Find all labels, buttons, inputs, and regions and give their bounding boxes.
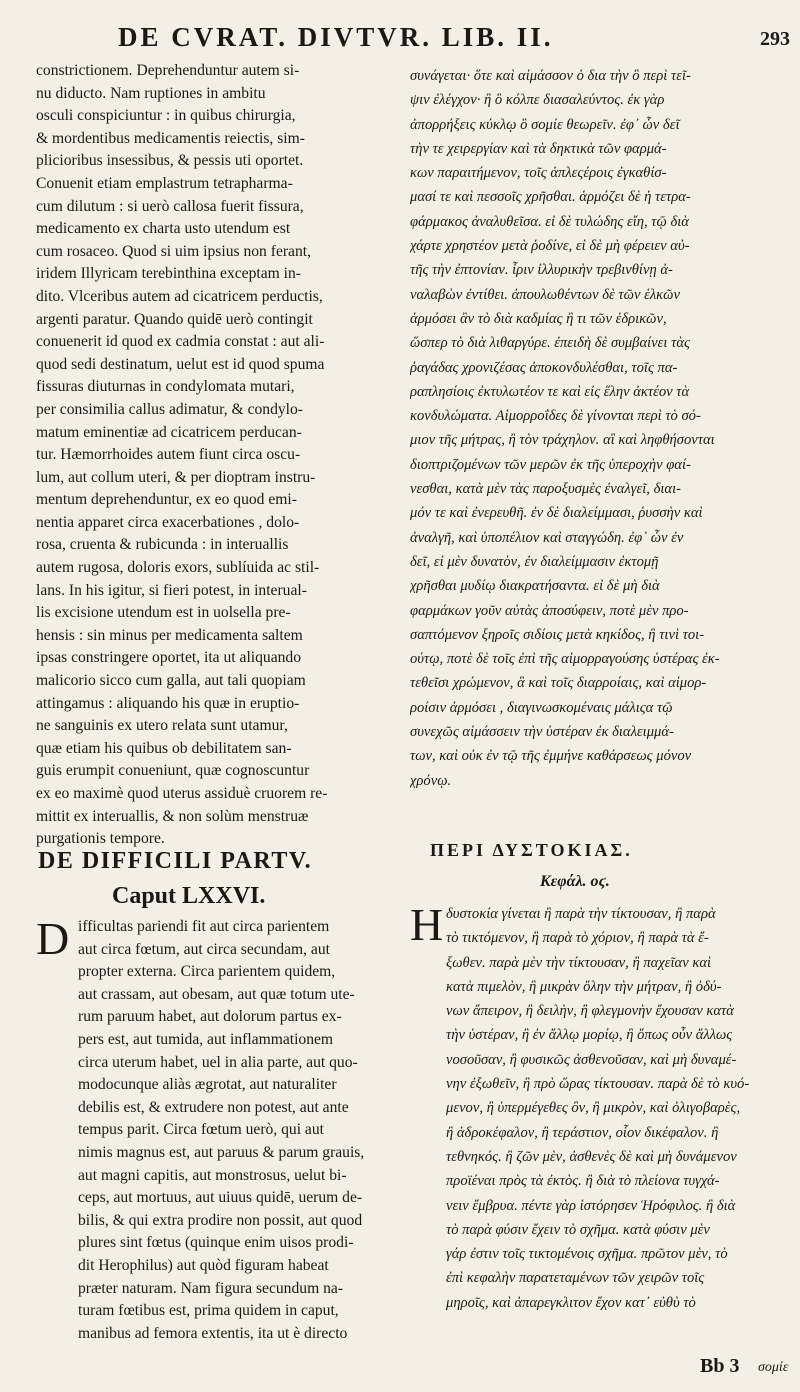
latin-text-line: per consimilia callus adimatur, & condylo- [36, 400, 303, 418]
greek-text-line: μενον, ἢ ὑπερμέγεθες ὂν, ἢ μικρὸν, καὶ ὀλιγοβαρὲς, [446, 1100, 741, 1117]
greek-text-line: τεθεῖσι χρώμενον, ἃ καὶ τοῖς διαρροίαις, καὶ αἱμορ- [410, 675, 707, 692]
latin-text-line: argenti paratur. Quando quidē uerò contingit [36, 310, 313, 328]
greek-text-line: ῥαγάδας χρονιζέσας ἀποκονδυλέσθαι, τοῖς πα- [410, 359, 678, 376]
latin-text-line: purgationis tempore. [36, 830, 165, 848]
greek-text-line: νοσοῦσαν, ἢ φυσικῶς ἀσθενοῦσαν, καὶ μὴ δυναμέ- [446, 1051, 737, 1068]
latin-text-line: mittit ex interuallis, & non solùm menstruæ [36, 807, 309, 825]
greek-text-line: νεσθαι, κατὰ μὲν τὰς παροξυσμὲς ἐναλγεῖ, διαι- [410, 481, 681, 498]
latin-text-line: tempus parit. Circa fœtum uerò, qui aut [78, 1121, 324, 1139]
greek-text-line: μασί τε καὶ πεσσοῖς χρῆσθαι. ἁρμόζει δὲ ἡ τετρα- [410, 189, 691, 206]
greek-text-line: τὴν τε χειρεργίαν καὶ τὰ δηκτικὰ τῶν φαρμά- [410, 140, 667, 157]
latin-text-line: dito. Vlceribus autem ad cicatricem perductis, [36, 287, 323, 305]
latin-text-line: Conuenit etiam emplastrum tetrapharma- [36, 174, 293, 192]
greek-column-top [410, 64, 792, 809]
latin-text-line: nu diducto. Nam ruptiones in ambitu [36, 84, 266, 102]
greek-text-line: χάρτε χρηστέον μετὰ ῥοδίνε, εἰ δὲ μὴ φέρειεν αὐ- [410, 238, 690, 255]
latin-text-line: matum eminentiæ ad cicatricem perducan- [36, 423, 302, 441]
latin-text-line: lum, aut collum uteri, & per dioptram instru- [36, 468, 316, 486]
latin-text-line: manibus ad femora extentis, ita ut è directo [78, 1324, 348, 1342]
latin-drop-cap: D [36, 913, 70, 964]
latin-text-line: propter externa. Circa parientem quidem, [78, 963, 336, 981]
latin-text-line: cum rosaceo. Quod si uim ipsius non ferant, [36, 242, 312, 260]
latin-column-chapter [78, 916, 394, 1356]
latin-text-line: dit Herophilus) aut quòd figuram habeat [78, 1256, 329, 1274]
latin-text-line: lans. In his igitur, si fieri potest, in interual- [36, 581, 307, 599]
latin-text-line: conuenerit id quod ex cadmia constat : aut ali- [36, 333, 325, 351]
greek-text-line: τῆς τὴν ἐπτονίαν. ἶριν ἰλλυρικὴν τρεβινθίνῃ ἀ- [410, 262, 673, 279]
greek-chapter-title: ΠΕΡΙ ΔΥΣΤΟΚΙΑΣ. [430, 840, 633, 860]
latin-text-line: fissuras diuturnas in condylomata mutari, [36, 378, 295, 396]
greek-text-line: χρῆσθαι μυδίῳ διακρατήσαντα. εἰ δὲ μὴ διὰ [410, 578, 660, 595]
latin-text-line: hensis : sin minus per medicamenta saltem [36, 626, 303, 644]
greek-text-line: ναλαβὼν ἐντίθει. ἀπουλωθέντων δὲ τῶν ἑλκῶν [410, 286, 680, 303]
greek-text-line: ἀναλγῆ, καὶ ὑποπέλιον καὶ σταγγώδη. ἐφ᾽ ὧν ἐν [410, 529, 684, 546]
greek-text-line: ραπλησίοις ἐκτυλωτέον τε καὶ εἰς ἕλην ἀκτέον τὰ [410, 383, 690, 400]
latin-text-line: præter naturam. Nam figura secundum na- [78, 1279, 344, 1297]
greek-text-line: συνάγεται· ὅτε καὶ αἱμάσσον ὁ δια τὴν ὃ περὶ τεῖ- [410, 68, 691, 84]
latin-text-line: turam fœtibus est, prima quidem in caput, [78, 1302, 339, 1320]
greek-text-line: των, καὶ οὐκ ἐν τῷ τῆς ἐμμήνε καθάρσεως μόνον [410, 748, 692, 765]
latin-text-line: guis erumpit conueniunt, quæ cognoscuntur [36, 762, 310, 780]
latin-text-line: plicioribus insessibus, & pessis uti oportet. [36, 152, 304, 170]
latin-text-line: aut circa fœtum, aut circa secundam, aut [78, 940, 330, 958]
greek-text-line: διοπτριζομένων τῶν μερῶν ἐκ τῆς ὑπεροχὴν φαί- [410, 456, 691, 473]
latin-text-line: ifficultas pariendi fit aut circa parientem [78, 918, 330, 935]
latin-text-line: nimis magnus est, aut paruus & parum grauis, [78, 1143, 365, 1161]
latin-column-top [36, 60, 392, 850]
latin-text-line: quod sedi destinatum, uelut est id quod spuma [36, 355, 325, 373]
latin-text-line: pers est, aut tumida, aut inflammationem [78, 1030, 334, 1048]
greek-text-line: τὸ τικτόμενον, ἢ παρὰ τὸ χόριον, ἢ παρὰ τὰ ἔ- [446, 930, 709, 947]
greek-text-line: τεθνηκός. ἢ ζῶν μὲν, ἀσθενὲς δὲ καὶ μὴ δυνάμενον [446, 1148, 737, 1165]
latin-text-line: debilis est, & extrudere non potest, aut ante [78, 1098, 349, 1116]
greek-text-line: ὥσπερ τὸ διὰ λιθαργύρε. ἐπειδὴ δὲ συμβαίνει τὰς [410, 335, 690, 352]
greek-text-line: κατὰ πιμελὸν, ἢ μικρὰν ὅλην τὴν μήτραν, ἢ ὀδύ- [446, 978, 722, 995]
latin-text-line: rosa, cruenta & rubicunda : in interuallis [36, 536, 289, 554]
greek-text-line: νων ἄπειρον, ἢ δειλὴν, ἢ φλεγμονὴν ἔχουσαν κατὰ [446, 1003, 734, 1020]
latin-text-line: bilis, & qui extra prodire non possit, aut quod [78, 1211, 363, 1229]
greek-text-line: ούτῳ, ποτὲ δὲ τοῖς ἐπὶ τῆς αἱμορραγούσης ὑστέρας ἐκ- [410, 651, 720, 668]
greek-text-line: κων παραιτήμενον, τοῖς ἁπλεςέροις ἐγκαθίσ- [410, 165, 667, 182]
latin-text-line: iridem Illyricam terebinthina exceptam in- [36, 265, 301, 283]
greek-text-line: τὸ παρὰ φύσιν ἔχειν τὸ σχῆμα. κατὰ φύσιν μὲν [446, 1221, 710, 1238]
signature-mark: Bb 3 [700, 1355, 740, 1377]
greek-text-line: ἢ ἁδροκέφαλον, ἢ τεράστιον, οἷον δικέφαλον. ἢ [446, 1124, 719, 1141]
latin-text-line: ceps, aut mortuus, aut uiuus quidē, uerum de- [78, 1189, 363, 1207]
greek-drop-cap: Η [410, 899, 444, 950]
latin-text-line: ex eo maximè quod uterus assiduè cruorem re- [36, 785, 328, 802]
greek-text-line: ἁρμόσει ἂν τὸ διὰ καδμίας ἢ τι τῶν ἑδρικῶν, [410, 310, 667, 327]
greek-text-line: τὴν ὑστέραν, ἢ ἐν ἄλλῳ μορίῳ, ἢ ὅπως οὖν ἄλλως [446, 1027, 733, 1044]
greek-text-line: ξωθεν. παρὰ μὲν τὴν τίκτουσαν, ἢ παχεῖαν καὶ [446, 954, 712, 971]
greek-column-chapter [446, 902, 794, 1342]
latin-text-line: tur. Hæmorrhoides autem fiunt circa oscu- [36, 446, 301, 464]
latin-text-line: osculi conspiciuntur : in quibus chirurgia, [36, 107, 296, 125]
greek-text-line: συνεχῶς αἱμάσσειν τὴν ὑστέραν ἐκ διαλειμμά- [410, 724, 674, 741]
latin-text-line: autem rugosa, doloris exors, sublíuida ac stil- [36, 559, 320, 577]
latin-text-line: cum dilutum : si uerò callosa fuerit fissura, [36, 197, 304, 215]
greek-text-line: ροίσιν ἁρμόσει , διαγινωσκομέναις μάλιςα τῷ [410, 699, 673, 716]
latin-text-line: mentum deprehenduntur, ex eo quod emi- [36, 491, 297, 509]
latin-text-line: rum paruum habet, aut dolorum partus ex- [78, 1008, 342, 1026]
latin-text-line: modocunque aliàs ægrotat, aut naturaliter [78, 1076, 337, 1094]
greek-text-line: φαρμάκων γοῦν αὐτὰς ἀποσύφειν, ποτὲ μὲν προ- [410, 602, 689, 619]
greek-text-line: νην ἐξωθεῖν, ἢ πρὸ ὥρας τίκτουσαν. παρὰ δὲ τὸ κυό- [446, 1076, 750, 1093]
latin-text-line: ipsas constringere oportet, ita ut aliquando [36, 649, 302, 667]
latin-text-line: nentia apparet circa exacerbationes , dolo- [36, 513, 300, 531]
greek-text-line: γάρ ἐστιν τοῖς τικτομένοις σχῆμα. πρῶτον μὲν, τὸ [446, 1246, 728, 1263]
latin-chapter-title: DE DIFFICILI PARTV. [38, 848, 313, 874]
running-head: DE CVRAT. DIVTVR. LIB. II. [118, 22, 554, 52]
greek-text-line: νειν ἔμβρυα. πέντε γὰρ ἱστόρησεν Ἡρόφιλος. ἢ διὰ [446, 1197, 736, 1214]
latin-text-line: plures sint fœtus (quinque enim uisos prodi- [78, 1234, 354, 1252]
greek-text-line: σαπτόμενον ξηροῖς σιδίοις μετὰ κηκίδος, ἢ τινὶ τοι- [410, 626, 705, 643]
greek-text-line: φάρμακος ἀναλυθεῖσα. εἰ δὲ τυλώδης εἴη, τῷ διὰ [410, 213, 689, 230]
greek-text-line: ἀπορρήξεις κύκλῳ ὃ σομίε θεωρεῖν. ἐφ᾽ ὧν δεῖ [410, 116, 680, 133]
greek-text-line: μιον τῆς μήτρας, ἢ τὸν τράχηλον. αἳ καὶ ληφθήσονται [410, 432, 715, 449]
latin-text-line: quæ etiam his quibus ob debilitatem san- [36, 739, 292, 757]
page-number: 293 [760, 28, 790, 50]
latin-text-line: aut crassam, aut obesam, aut quæ totum ute- [78, 985, 355, 1003]
latin-text-line: medicamento ex charta usto utendum est [36, 220, 291, 238]
catchword: σομίε [758, 1360, 789, 1375]
latin-text-line: attingamus : aliquando his quæ in eruptio- [36, 694, 300, 712]
greek-text-line: κονδυλώματα. Αἱμορροΐδες δὲ γίνονται περὶ τὸ σό- [410, 408, 701, 425]
greek-text-line: δυστοκία γίνεται ἢ παρὰ τὴν τίκτουσαν, ἢ παρὰ [446, 906, 716, 922]
latin-text-line: constrictionem. Deprehenduntur autem si- [36, 62, 300, 79]
latin-text-line: aut magni capitis, aut monstrosus, uelut bi- [78, 1166, 347, 1184]
latin-text-line: malicorio sicco cum galla, aut tali quopiam [36, 672, 306, 690]
latin-chapter-number: Caput LXXVI. [112, 883, 266, 909]
latin-text-line: ne sanguinis ex utero relata sunt utamur, [36, 717, 288, 735]
latin-text-line: & mordentibus medicamentis reiectis, sim- [36, 129, 305, 147]
greek-chapter-number: Κεφάλ. οϛ. [540, 873, 610, 890]
latin-text-line: lis excisione utendum est in uolsella pre- [36, 604, 291, 622]
greek-text-line: δεῖ, εἰ μὲν δυνατὸν, ἐν διαλείμμασιν ἐκτομῇ [410, 553, 659, 570]
greek-text-line: ἐπὶ κεφαλὴν παρατεταμένων τῶν χειρῶν τοῖς [446, 1270, 705, 1287]
greek-text-line: ψιν ἐλέγχον· ἢ ὃ κόλπε διασαλεύντος. ἐκ γὰρ [410, 92, 665, 109]
greek-text-line: προϊέναι πρὸς τὰ ἐκτὸς. ἢ διὰ τὸ πλείονα τυγχά- [446, 1173, 720, 1190]
latin-text-line: circa uterum habet, uel in alia parte, aut quo- [78, 1053, 358, 1071]
greek-text-line: μηροῖς, καὶ ἀπαρεγκλιτον ἔχον κατ᾽ εὐθὺ τὸ [446, 1294, 696, 1311]
greek-text-line: μόν τε καὶ ἐνερευθῆ. ἐν δὲ διαλείμμασι, ῥυσσὴν καὶ [410, 505, 703, 522]
greek-text-line: χρόνῳ. [410, 772, 452, 789]
